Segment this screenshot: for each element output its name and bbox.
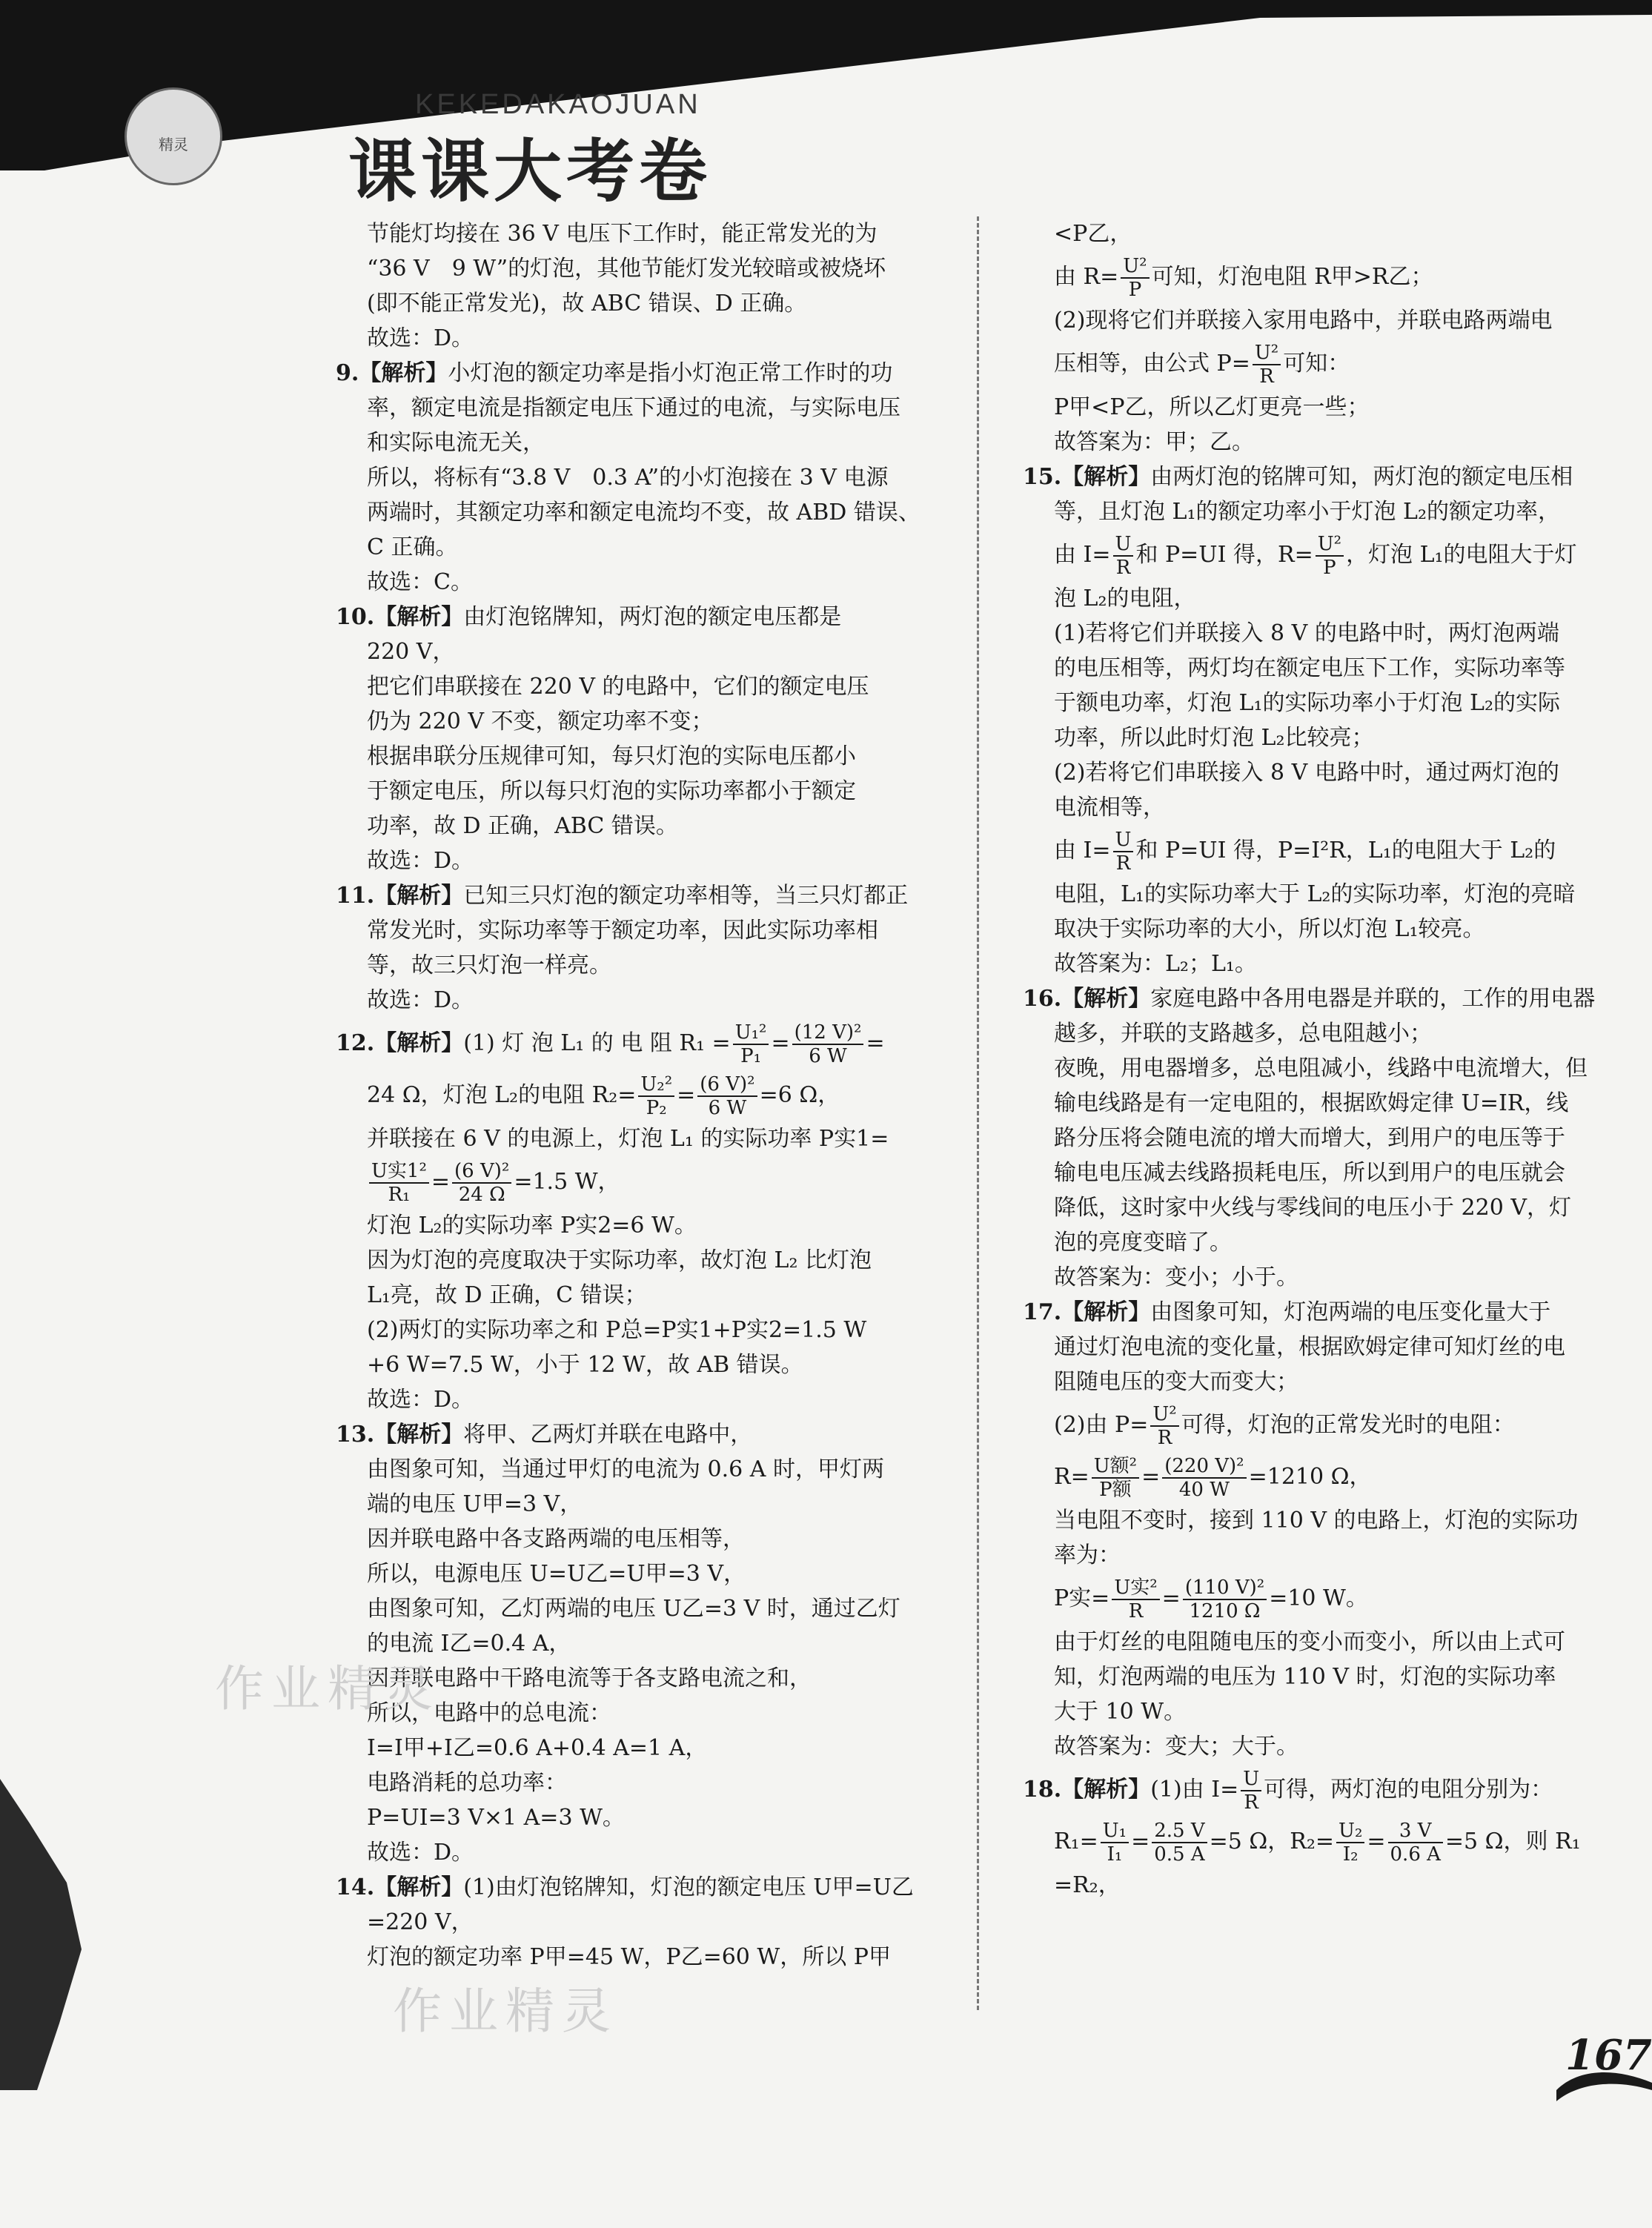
fraction: $\frac{\text{(6 V)²}}{6 W}$ — [697, 1073, 757, 1119]
text-line: 于额电功率，灯泡 L₁的实际功率小于灯泡 L₂的实际 — [1054, 690, 1560, 716]
text-line: (1)若将它们并联接入 8 V 的电路中时，两灯泡两端 — [1054, 620, 1559, 646]
formula-line: P实= $\frac{\text{U实²}}{R}$ = $\frac{\text{(110 V)²}}{1210 \Omega}$ =10 W。 — [1054, 1576, 1368, 1622]
text-line: (2)若将它们串联接入 8 V 电路中时，通过两灯泡的 — [1054, 760, 1559, 786]
text-line: L₁亮，故 D 正确，C 错误； — [367, 1282, 647, 1308]
text-line: 故选：D。 — [367, 1840, 474, 1866]
fraction: $\frac{\text{U₂²}}{\text{P₂}}$ — [638, 1073, 674, 1119]
header-band — [0, 0, 1652, 170]
text-line: 故答案为：甲；乙。 — [1054, 429, 1254, 455]
text-line: 所以，将标有“3.8 V 0.3 A”的小灯泡接在 3 V 电源 — [367, 465, 889, 491]
question-18: 18.【解析】(1)由 I= $\frac{U}{R}$ 可得，两灯泡的电阻分别为： — [1023, 1768, 1553, 1814]
fraction: $\frac{\text{U²}}{P}$ — [1316, 533, 1344, 579]
page-edge-shadow — [0, 1779, 104, 2090]
fraction: $\frac{U}{R}$ — [1113, 829, 1134, 875]
text-line: 由于灯丝的电阻随电压的变小而变小，所以由上式可 — [1054, 1629, 1565, 1655]
text-line: 当电阻不变时，接到 110 V 的电路上，灯泡的实际功 — [1054, 1508, 1579, 1534]
text-line: 电路消耗的总功率： — [367, 1770, 567, 1796]
right-column — [1023, 216, 1628, 1903]
text-line: 输电电压减去线路损耗电压，所以到用户的电压就会 — [1054, 1160, 1565, 1186]
text-line: 输电线路是有一定电阻的，根据欧姆定律 U=IR，线 — [1054, 1090, 1569, 1116]
text-line: 电阻，L₁的实际功率大于 L₂的实际功率，灯泡的亮暗 — [1054, 881, 1576, 907]
text-line: 由图象可知，当通过甲灯的电流为 0.6 A 时，甲灯两 — [367, 1456, 884, 1482]
text-line: 故答案为：变小；小于。 — [1054, 1264, 1298, 1290]
fraction: $\frac{2.5 V}{0.5 A}$ — [1152, 1820, 1207, 1866]
text-line: 因并联电路中干路电流等于各支路电流之和， — [367, 1665, 812, 1691]
text-line: 等，故三只灯泡一样亮。 — [367, 952, 611, 978]
fraction: $\frac{\text{U₁}}{\text{I₁}}$ — [1101, 1820, 1129, 1866]
text-line: 率，额定电流是指额定电压下通过的电流，与实际电压 — [367, 395, 900, 421]
question-number: 9.【解析】 — [336, 360, 448, 386]
text-line: C 正确。 — [367, 534, 458, 560]
text-line: 灯泡的额定功率 P甲=45 W，P乙=60 W，所以 P甲 — [367, 1944, 891, 1970]
text-line: 通过灯泡电流的变化量，根据欧姆定律可知灯丝的电 — [1054, 1334, 1565, 1360]
formula-line: 由 I= $\frac{U}{R}$ 和 P=UI 得，R= $\frac{\text{U²}}{P}$ ，灯泡 L₁的电阻大于灯 — [1054, 533, 1577, 579]
formula-line: (2)由 P= $\frac{\text{U²}}{R}$ 可得，灯泡的正常发光时的电阻： — [1054, 1403, 1515, 1449]
text-line: 电流相等， — [1054, 795, 1165, 820]
formula-line: 由 I= $\frac{U}{R}$ 和 P=UI 得，P=I²R，L₁的电阻大于 L₂的 — [1054, 829, 1556, 875]
question-number: 10.【解析】 — [336, 604, 464, 630]
text-line: 故选：D。 — [367, 1387, 474, 1413]
text-line: 泡的亮度变暗了。 — [1054, 1230, 1232, 1256]
text-line: 故选：D。 — [367, 848, 474, 874]
fraction: $\frac{\text{U²}}{P}$ — [1121, 255, 1149, 301]
question-9: 9.【解析】小灯泡的额定功率是指小灯泡正常工作时的功 — [336, 360, 893, 386]
text-line: 取决于实际功率的大小，所以灯泡 L₁较亮。 — [1054, 916, 1485, 942]
text-line: 220 V， — [367, 639, 455, 665]
question-17: 17.【解析】由图象可知，灯泡两端的电压变化量大于 — [1023, 1299, 1551, 1325]
fraction: $\frac{3 V}{0.6 A}$ — [1388, 1820, 1443, 1866]
question-number: 14.【解析】 — [336, 1874, 464, 1900]
question-number: 17.【解析】 — [1023, 1299, 1151, 1325]
fraction: $\frac{\text{(110 V)²}}{1210 \Omega}$ — [1183, 1576, 1267, 1622]
text-line: 两端时，其额定功率和额定电流均不变，故 ABD 错误、 — [367, 500, 920, 525]
text-line: (2)现将它们并联接入家用电路中，并联电路两端电 — [1054, 308, 1553, 334]
formula-line: 由 R= $\frac{\text{U²}}{P}$ 可知，灯泡电阻 R甲>R乙； — [1054, 255, 1433, 301]
text-line: 端的电压 U甲=3 V， — [367, 1491, 583, 1517]
question-number: 13.【解析】 — [336, 1422, 464, 1448]
fraction: $\frac{\text{(12 V)²}}{6 W}$ — [792, 1021, 864, 1067]
page-number: 167 — [1565, 2031, 1652, 2080]
text-line: 越多，并联的支路越多，总电阻越小； — [1054, 1021, 1432, 1047]
question-16: 16.【解析】家庭电路中各用电器是并联的，工作的用电器 — [1023, 986, 1596, 1012]
formula-line: $\frac{\text{U实1²}}{\text{R₁}}$ = $\frac{\text{(6 V)²}}{24 \Omega}$ =1.5 W， — [367, 1156, 945, 1208]
text-line: 因并联电路中各支路两端的电压相等， — [367, 1526, 745, 1552]
question-number: 18.【解析】 — [1023, 1777, 1151, 1803]
question-10: 10.【解析】由灯泡铭牌知，两灯泡的额定电压都是 — [336, 604, 842, 630]
question-number: 16.【解析】 — [1023, 986, 1151, 1012]
formula-line: R₁= $\frac{\text{U₁}}{\text{I₁}}$ = $\frac{2.5 V}{0.5 A}$ =5 Ω，R₂= $\frac{\text{U₂}}{\text{I₂}}$ = $\frac{3 V}{0.6 A}$ =5 Ω，则 R₁ — [1054, 1820, 1581, 1866]
question-13: 13.【解析】将甲、乙两灯并联在电路中， — [336, 1422, 753, 1448]
text-line: 常发光时，实际功率等于额定功率，因此实际功率相 — [367, 918, 878, 944]
text-line: <P乙， — [1054, 221, 1132, 247]
watermark: 作业精灵 — [215, 1660, 440, 1717]
text-line: 的电压相等，两灯均在额定电压下工作，实际功率等 — [1054, 655, 1565, 681]
text-line: (2)两灯的实际功率之和 P总=P实1+P实2=1.5 W — [367, 1317, 867, 1343]
watermark: 作业精灵 — [393, 1983, 618, 2040]
seal-logo — [125, 87, 222, 185]
text-line: 由图象可知，乙灯两端的电压 U乙=3 V 时，通过乙灯 — [367, 1596, 900, 1622]
text-line: I=I甲+I乙=0.6 A+0.4 A=1 A， — [367, 1735, 708, 1761]
text-line: 功率，故 D 正确，ABC 错误。 — [367, 813, 678, 839]
text-line: 夜晚，用电器增多，总电阻减小，线路中电流增大，但 — [1054, 1055, 1588, 1081]
fraction: $\frac{\text{U₂}}{\text{I₂}}$ — [1336, 1820, 1364, 1866]
text-line: 把它们串联接在 220 V 的电路中，它们的额定电压 — [367, 674, 869, 700]
text-line: 率为： — [1054, 1542, 1121, 1568]
text-line: 故选：C。 — [367, 569, 473, 595]
fraction: $\frac{\text{U²}}{R}$ — [1253, 342, 1281, 388]
text-line: =220 V， — [367, 1909, 474, 1935]
fraction: $\frac{\text{(6 V)²}}{24 \Omega}$ — [452, 1160, 511, 1206]
text-line: 降低，这时家中火线与零线间的电压小于 220 V，灯 — [1054, 1195, 1571, 1221]
question-12: 12.【解析】(1) 灯 泡 L₁ 的 电 阻 R₁ = $\frac{\text{U₁²}}{\text{P₁}}$ = $\frac{\text{(12 V)²}}{6 W}$ = — [336, 1021, 885, 1067]
text-line: P甲<P乙，所以乙灯更亮一些； — [1054, 394, 1370, 420]
question-11: 11.【解析】已知三只灯泡的额定功率相等，当三只灯都正 — [336, 883, 909, 909]
fraction: $\frac{\text{U₁²}}{\text{P₁}}$ — [733, 1021, 769, 1067]
text-line: 阻随电压的变大而变大； — [1054, 1369, 1298, 1395]
text-line: 功率，所以此时灯泡 L₂比较亮； — [1054, 725, 1374, 751]
text-line: 所以，电源电压 U=U乙=U甲=3 V， — [367, 1561, 746, 1587]
text-line: “36 V 9 W”的灯泡，其他节能灯发光较暗或被烧坏 — [367, 256, 886, 282]
text-line: +6 W=7.5 W，小于 12 W，故 AB 错误。 — [367, 1352, 803, 1378]
text-line: P=UI=3 V×1 A=3 W。 — [367, 1805, 625, 1831]
text-line: 故答案为：L₂；L₁。 — [1054, 951, 1257, 977]
text-line: (即不能正常发光)，故 ABC 错误、D 正确。 — [367, 291, 807, 316]
text-line: 并联接在 6 V 的电源上，灯泡 L₁ 的实际功率 P实1= — [367, 1126, 889, 1152]
seal-text: 精灵 — [159, 136, 188, 153]
fraction: $\frac{\text{(220 V)²}}{40 W}$ — [1162, 1455, 1246, 1501]
text-line: 的电流 I乙=0.4 A， — [367, 1631, 571, 1657]
question-14: 14.【解析】(1)由灯泡铭牌知，灯泡的额定电压 U甲=U乙 — [336, 1874, 914, 1900]
formula-line: 24 Ω，灯泡 L₂的电阻 R₂= $\frac{\text{U₂²}}{\text{P₂}}$ = $\frac{\text{(6 V)²}}{6 W}$ =6 Ω， — [367, 1073, 840, 1119]
text-line: 大于 10 W。 — [1054, 1699, 1187, 1725]
fraction: $\frac{U}{R}$ — [1241, 1768, 1261, 1814]
text-line: 故选：D。 — [367, 987, 474, 1013]
formula-line: R= $\frac{\text{U额²}}{\text{P额}}$ = $\frac{\text{(220 V)²}}{40 W}$ =1210 Ω， — [1054, 1455, 1372, 1501]
text-line: 故选：D。 — [367, 325, 474, 351]
header-latin: KEKEDAKAOJUAN — [415, 89, 701, 120]
text-line: 和实际电流无关， — [367, 430, 545, 456]
header-title: 课课大考卷 — [348, 131, 712, 211]
text-line: 等，且灯泡 L₁的额定功率小于灯泡 L₂的额定功率， — [1054, 499, 1560, 525]
fraction: $\frac{\text{U实1²}}{\text{R₁}}$ — [369, 1160, 429, 1206]
text-line: 泡 L₂的电阻， — [1054, 586, 1196, 611]
fraction: $\frac{\text{U²}}{R}$ — [1150, 1403, 1178, 1449]
left-column — [336, 216, 945, 1975]
fraction: $\frac{U}{R}$ — [1113, 533, 1134, 579]
question-number: 12.【解析】 — [336, 1030, 464, 1056]
text-line: 于额定电压，所以每只灯泡的实际功率都小于额定 — [367, 778, 856, 804]
text-line: 路分压将会随电流的增大而增大，到用户的电压等于 — [1054, 1125, 1565, 1151]
text-line: 所以，电路中的总电流： — [367, 1700, 611, 1726]
formula-line: 压相等，由公式 P= $\frac{\text{U²}}{R}$ 可知： — [1054, 342, 1350, 388]
column-divider — [977, 216, 979, 2010]
text-line: 故答案为：变大；大于。 — [1054, 1734, 1298, 1760]
text-line: 仍为 220 V 不变，额定功率不变； — [367, 709, 714, 735]
text-line: =R₂， — [1054, 1872, 1121, 1898]
text-line: 因为灯泡的亮度取决于实际功率，故灯泡 L₂ 比灯泡 — [367, 1247, 872, 1273]
text-line: 灯泡 L₂的实际功率 P实2=6 W。 — [367, 1213, 697, 1239]
question-15: 15.【解析】由两灯泡的铭牌可知，两灯泡的额定电压相 — [1023, 464, 1573, 490]
fraction: $\frac{\text{U额²}}{\text{P额}}$ — [1092, 1455, 1139, 1501]
text-line: 节能灯均接在 36 V 电压下工作时，能正常发光的为 — [367, 221, 878, 247]
fraction: $\frac{\text{U实²}}{R}$ — [1112, 1576, 1159, 1622]
question-number: 15.【解析】 — [1023, 464, 1151, 490]
question-number: 11.【解析】 — [336, 883, 464, 909]
text-line: 根据串联分压规律可知，每只灯泡的实际电压都小 — [367, 743, 856, 769]
text-line: 知，灯泡两端的电压为 110 V 时，灯泡的实际功率 — [1054, 1664, 1556, 1690]
